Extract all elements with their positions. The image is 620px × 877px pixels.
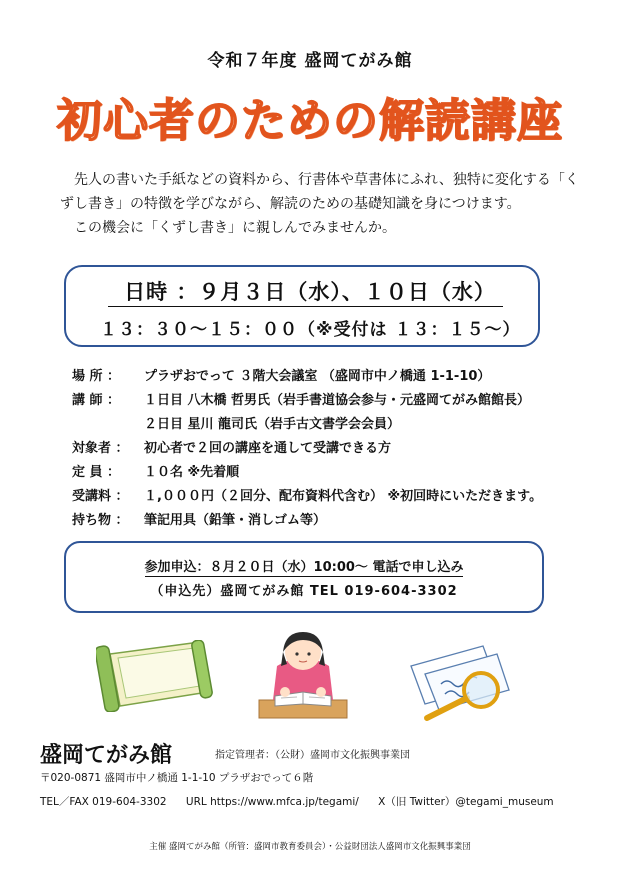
capacity-value: １０名 ※先着順 — [144, 465, 240, 480]
lecturer-label: 講 師 ： — [72, 393, 121, 408]
date-underline — [108, 306, 503, 307]
intro-paragraph-2: この機会に「くずし書き」に親しんでみませんか。 — [74, 220, 396, 236]
application-contact: （申込先）盛岡てがみ館 TEL 019-604-3302 — [150, 584, 458, 599]
lecturer-row-1 — [72, 389, 592, 413]
fee-label: 受講料 ： — [72, 489, 129, 504]
organization-name: 盛岡てがみ館 — [40, 743, 173, 768]
items-row — [72, 509, 592, 533]
capacity-label: 定 員 ： — [72, 465, 121, 480]
lecturer-row-2 — [72, 413, 592, 437]
event-details — [72, 365, 592, 533]
application-deadline — [64, 556, 544, 575]
scroll-icon — [96, 640, 216, 712]
fee-row — [72, 485, 592, 509]
sponsor-line: 主催 盛岡てがみ館（所管：盛岡市教育委員会）・公益財団法人盛岡市文化振興事業団 — [149, 842, 471, 852]
event-date: 日時 ：９月３日（水）、１０日（水） — [124, 280, 496, 304]
event-subtitle: 令和７年度 盛岡てがみ館 — [207, 51, 413, 71]
event-time: １３：３０～１５：００（※受付は １３：１５～） — [100, 320, 521, 340]
phone-fax: TEL／FAX 019-604-3302 — [40, 796, 167, 808]
lecturer-day2: ２日目 星川 龍司氏（岩手古文書学会会員） — [144, 417, 401, 432]
target-value: 初心者で２回の講座を通して受講できる方 — [144, 441, 392, 456]
x-account[interactable]: X（旧 Twitter）@tegami_museum — [378, 796, 554, 808]
website-url[interactable]: URL https://www.mfca.jp/tegami/ — [185, 796, 359, 808]
venue-label: 場 所 ： — [72, 369, 121, 384]
designated-manager: 指定管理者：（公財）盛岡市文化振興事業団 — [215, 750, 410, 761]
items-label: 持ち物 ： — [72, 513, 129, 528]
application-deadline-text: 参加申込：８月２０日（水）10:00～ 電話で申し込み — [144, 560, 464, 575]
intro-text — [60, 168, 580, 240]
contact-info — [40, 794, 570, 809]
venue-row — [72, 365, 592, 389]
application-box — [64, 541, 544, 613]
venue-value: プラザおでって ３階大会議室 （盛岡市中ノ橋通 1-1-10） — [144, 369, 491, 384]
page-title: 初心者のための解読講座 — [56, 94, 563, 147]
items-value: 筆記用具（鉛筆・消しゴム等） — [144, 513, 327, 528]
lecturer-day1: １日目 八木橋 哲男氏（岩手書道協会参与・元盛岡てがみ館館長） — [144, 393, 531, 408]
student-reading-icon — [255, 626, 351, 720]
target-row — [72, 437, 592, 461]
capacity-row — [72, 461, 592, 485]
intro-paragraph-1: 先人の書いた手紙などの資料から、行書体や草書体にふれ、独特に変化する「くずし書き」の特徴を学びながら、解読のための基礎知識を身につけます。 — [60, 172, 579, 212]
target-label: 対象者 ： — [72, 441, 129, 456]
fee-value: １,０００円（２回分、配布資料代含む） ※初回時にいただきます。 — [144, 489, 543, 504]
postal-address: 〒020-0871 盛岡市中ノ橋通 1-1-10 プラザおでって６階 — [40, 772, 314, 784]
magnifying-glass-icon — [405, 644, 525, 724]
